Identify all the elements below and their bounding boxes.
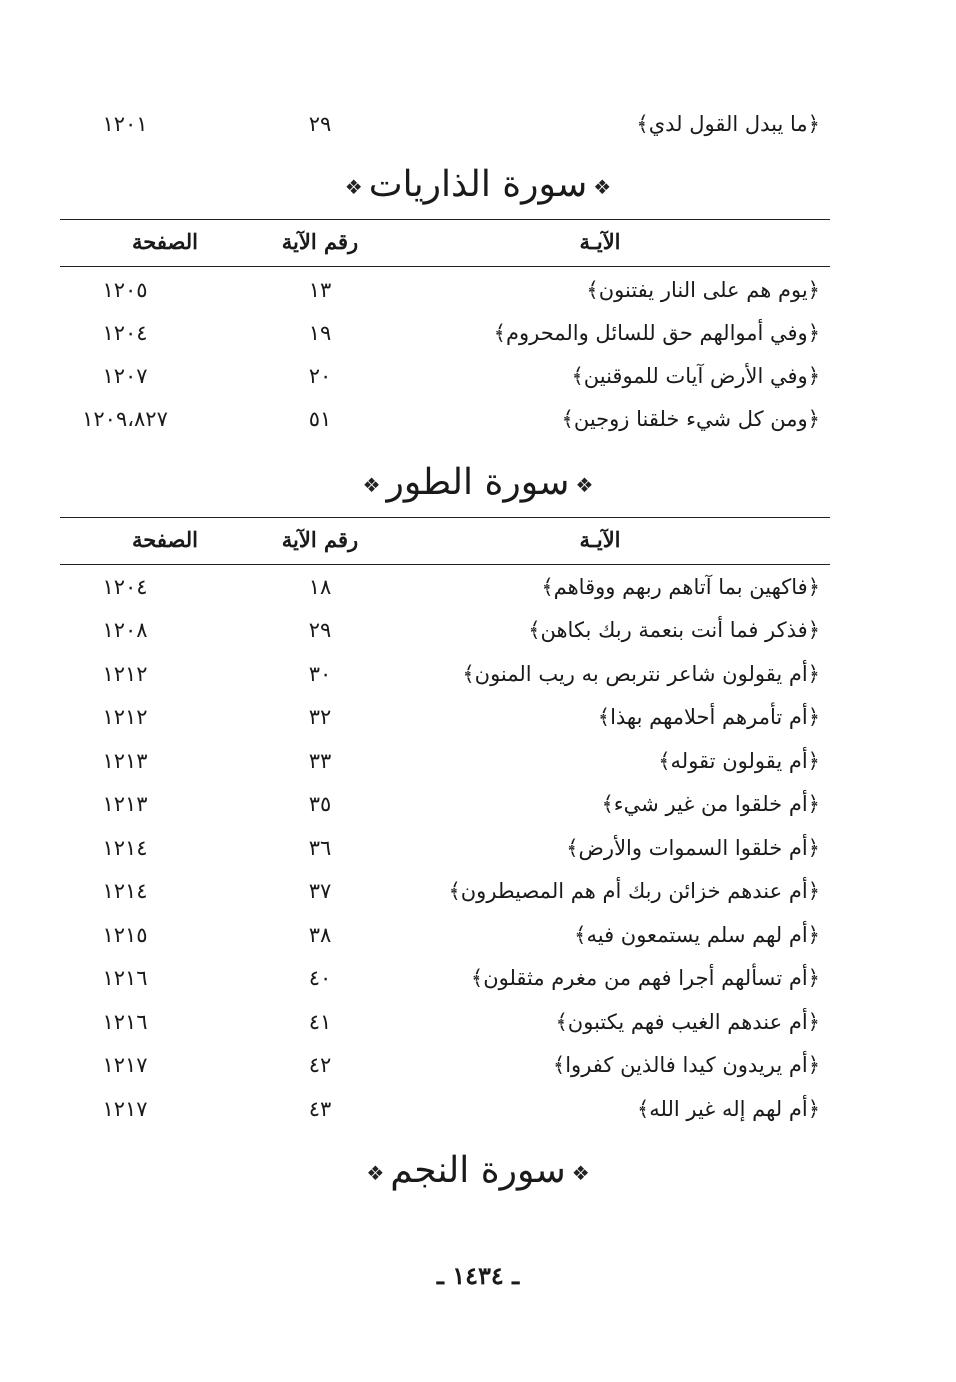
ayah-number: ٣٨ xyxy=(308,923,332,947)
ayah-text: ﴿فذكر فما أنت بنعمة ربك بكاهن﴾ xyxy=(528,618,820,642)
page-reference: ١٢٠٨ xyxy=(102,618,148,642)
table-header-dhariyat xyxy=(60,219,830,267)
ayah-number: ٣٦ xyxy=(308,836,332,860)
page-reference: ١٢٠١ xyxy=(102,112,148,136)
ayah-number: ٣٧ xyxy=(308,879,332,903)
page-reference: ١٢١٦ xyxy=(102,1010,148,1034)
page-reference: ١٢١٢ xyxy=(102,662,148,686)
ayah-number: ١٩ xyxy=(308,321,332,345)
page-reference: ١٢٠٤ xyxy=(102,575,148,599)
page-reference: ١٢١٥ xyxy=(102,923,148,947)
ayah-text: ﴿أم تسألهم أجرا فهم من مغرم مثقلون﴾ xyxy=(470,966,820,990)
carryover-row xyxy=(60,106,830,142)
ornament-icon: ❖ xyxy=(571,1161,590,1185)
page-reference: ١٢١٦ xyxy=(102,966,148,990)
page-reference: ١٢١٢ xyxy=(102,705,148,729)
ayah-number: ٣٥ xyxy=(308,792,332,816)
ornament-icon: ❖ xyxy=(593,175,612,199)
table-row xyxy=(60,743,830,779)
ayah-text: ﴿أم خلقوا السموات والأرض﴾ xyxy=(566,836,820,860)
surah-title-najm xyxy=(0,1146,956,1196)
header-ayah-number: رقم الآية xyxy=(281,229,359,254)
ayah-text: ﴿فاكهين بما آتاهم ربهم ووقاهم﴾ xyxy=(541,575,820,599)
table-row xyxy=(60,960,830,996)
header-page: الصفحة xyxy=(132,229,198,254)
table-row xyxy=(60,315,830,351)
ayah-text: ﴿أم عندهم الغيب فهم يكتبون﴾ xyxy=(555,1010,820,1034)
page-reference: ١٢٠٩،٨٢٧ xyxy=(82,407,168,431)
ornament-icon: ❖ xyxy=(366,1161,385,1185)
ornament-icon: ❖ xyxy=(575,473,594,497)
surah-title-dhariyat xyxy=(0,160,956,210)
ayah-text: ﴿أم يقولون تقوله﴾ xyxy=(658,749,820,773)
table-row xyxy=(60,569,830,605)
table-row xyxy=(60,1004,830,1040)
ayah-number: ٤٢ xyxy=(308,1053,332,1077)
surah-title-text: سورة الطور xyxy=(386,462,570,503)
ayah-number: ٤١ xyxy=(308,1010,332,1034)
ayah-number: ٣٣ xyxy=(308,749,332,773)
surah-title-text: سورة النجم xyxy=(390,1150,566,1191)
table-row xyxy=(60,656,830,692)
ayah-number: ١٣ xyxy=(308,278,332,302)
ornament-icon: ❖ xyxy=(362,473,381,497)
ayah-number: ٥١ xyxy=(308,407,332,431)
ayah-number: ٢٩ xyxy=(308,112,332,136)
ayah-text: ﴿أم عندهم خزائن ربك أم هم المصيطرون﴾ xyxy=(448,879,820,903)
table-row xyxy=(60,917,830,953)
ayah-number: ٢٩ xyxy=(308,618,332,642)
ayah-text: ﴿أم يريدون كيدا فالذين كفروا﴾ xyxy=(552,1053,820,1077)
ayah-number: ٣٢ xyxy=(308,705,332,729)
ayah-number: ٤٠ xyxy=(308,966,332,990)
page-reference: ١٢١٤ xyxy=(102,836,148,860)
header-page: الصفحة xyxy=(132,527,198,552)
ayah-text: ﴿أم تأمرهم أحلامهم بهذا﴾ xyxy=(597,705,820,729)
ayah-text: ﴿يوم هم على النار يفتنون﴾ xyxy=(586,278,820,302)
ayah-text: ﴿ما يبدل القول لدي﴾ xyxy=(636,112,820,136)
table-row xyxy=(60,401,830,437)
surah-title-tur xyxy=(0,458,956,508)
surah-title-text: سورة الذاريات xyxy=(368,164,588,205)
ayah-text: ﴿أم لهم سلم يستمعون فيه﴾ xyxy=(574,923,820,947)
ayah-text: ﴿وفي الأرض آيات للموقنين﴾ xyxy=(571,364,820,388)
page-reference: ١٢١٣ xyxy=(102,792,148,816)
table-row xyxy=(60,830,830,866)
ayah-text: ﴿أم خلقوا من غير شيء﴾ xyxy=(601,792,820,816)
table-row xyxy=(60,786,830,822)
ayah-number: ٤٣ xyxy=(308,1097,332,1121)
page-reference: ١٢٠٧ xyxy=(102,364,148,388)
page-reference: ١٢١٧ xyxy=(102,1097,148,1121)
table-row xyxy=(60,612,830,648)
header-ayah: الآيـة xyxy=(579,229,621,254)
ayah-number: ٣٠ xyxy=(308,662,332,686)
ornament-icon: ❖ xyxy=(344,175,363,199)
header-ayah-number: رقم الآية xyxy=(281,527,359,552)
ayah-number: ٢٠ xyxy=(308,364,332,388)
page-reference: ١٢٠٥ xyxy=(102,278,148,302)
page-reference: ١٢٠٤ xyxy=(102,321,148,345)
page-reference: ١٢١٤ xyxy=(102,879,148,903)
table-row xyxy=(60,358,830,394)
page-number: ـ ١٤٣٤ ـ xyxy=(436,1261,520,1290)
table-row xyxy=(60,272,830,308)
table-row xyxy=(60,699,830,735)
ayah-text: ﴿ومن كل شيء خلقنا زوجين﴾ xyxy=(561,407,820,431)
table-row xyxy=(60,1091,830,1127)
header-ayah: الآيـة xyxy=(579,527,621,552)
ayah-text: ﴿أم يقولون شاعر نتربص به ريب المنون﴾ xyxy=(462,662,820,686)
table-header-tur xyxy=(60,517,830,565)
ayah-text: ﴿وفي أموالهم حق للسائل والمحروم﴾ xyxy=(493,321,820,345)
ayah-number: ١٨ xyxy=(308,575,332,599)
table-row xyxy=(60,873,830,909)
page-reference: ١٢١٧ xyxy=(102,1053,148,1077)
table-row xyxy=(60,1047,830,1083)
page-reference: ١٢١٣ xyxy=(102,749,148,773)
ayah-text: ﴿أم لهم إله غير الله﴾ xyxy=(636,1097,820,1121)
